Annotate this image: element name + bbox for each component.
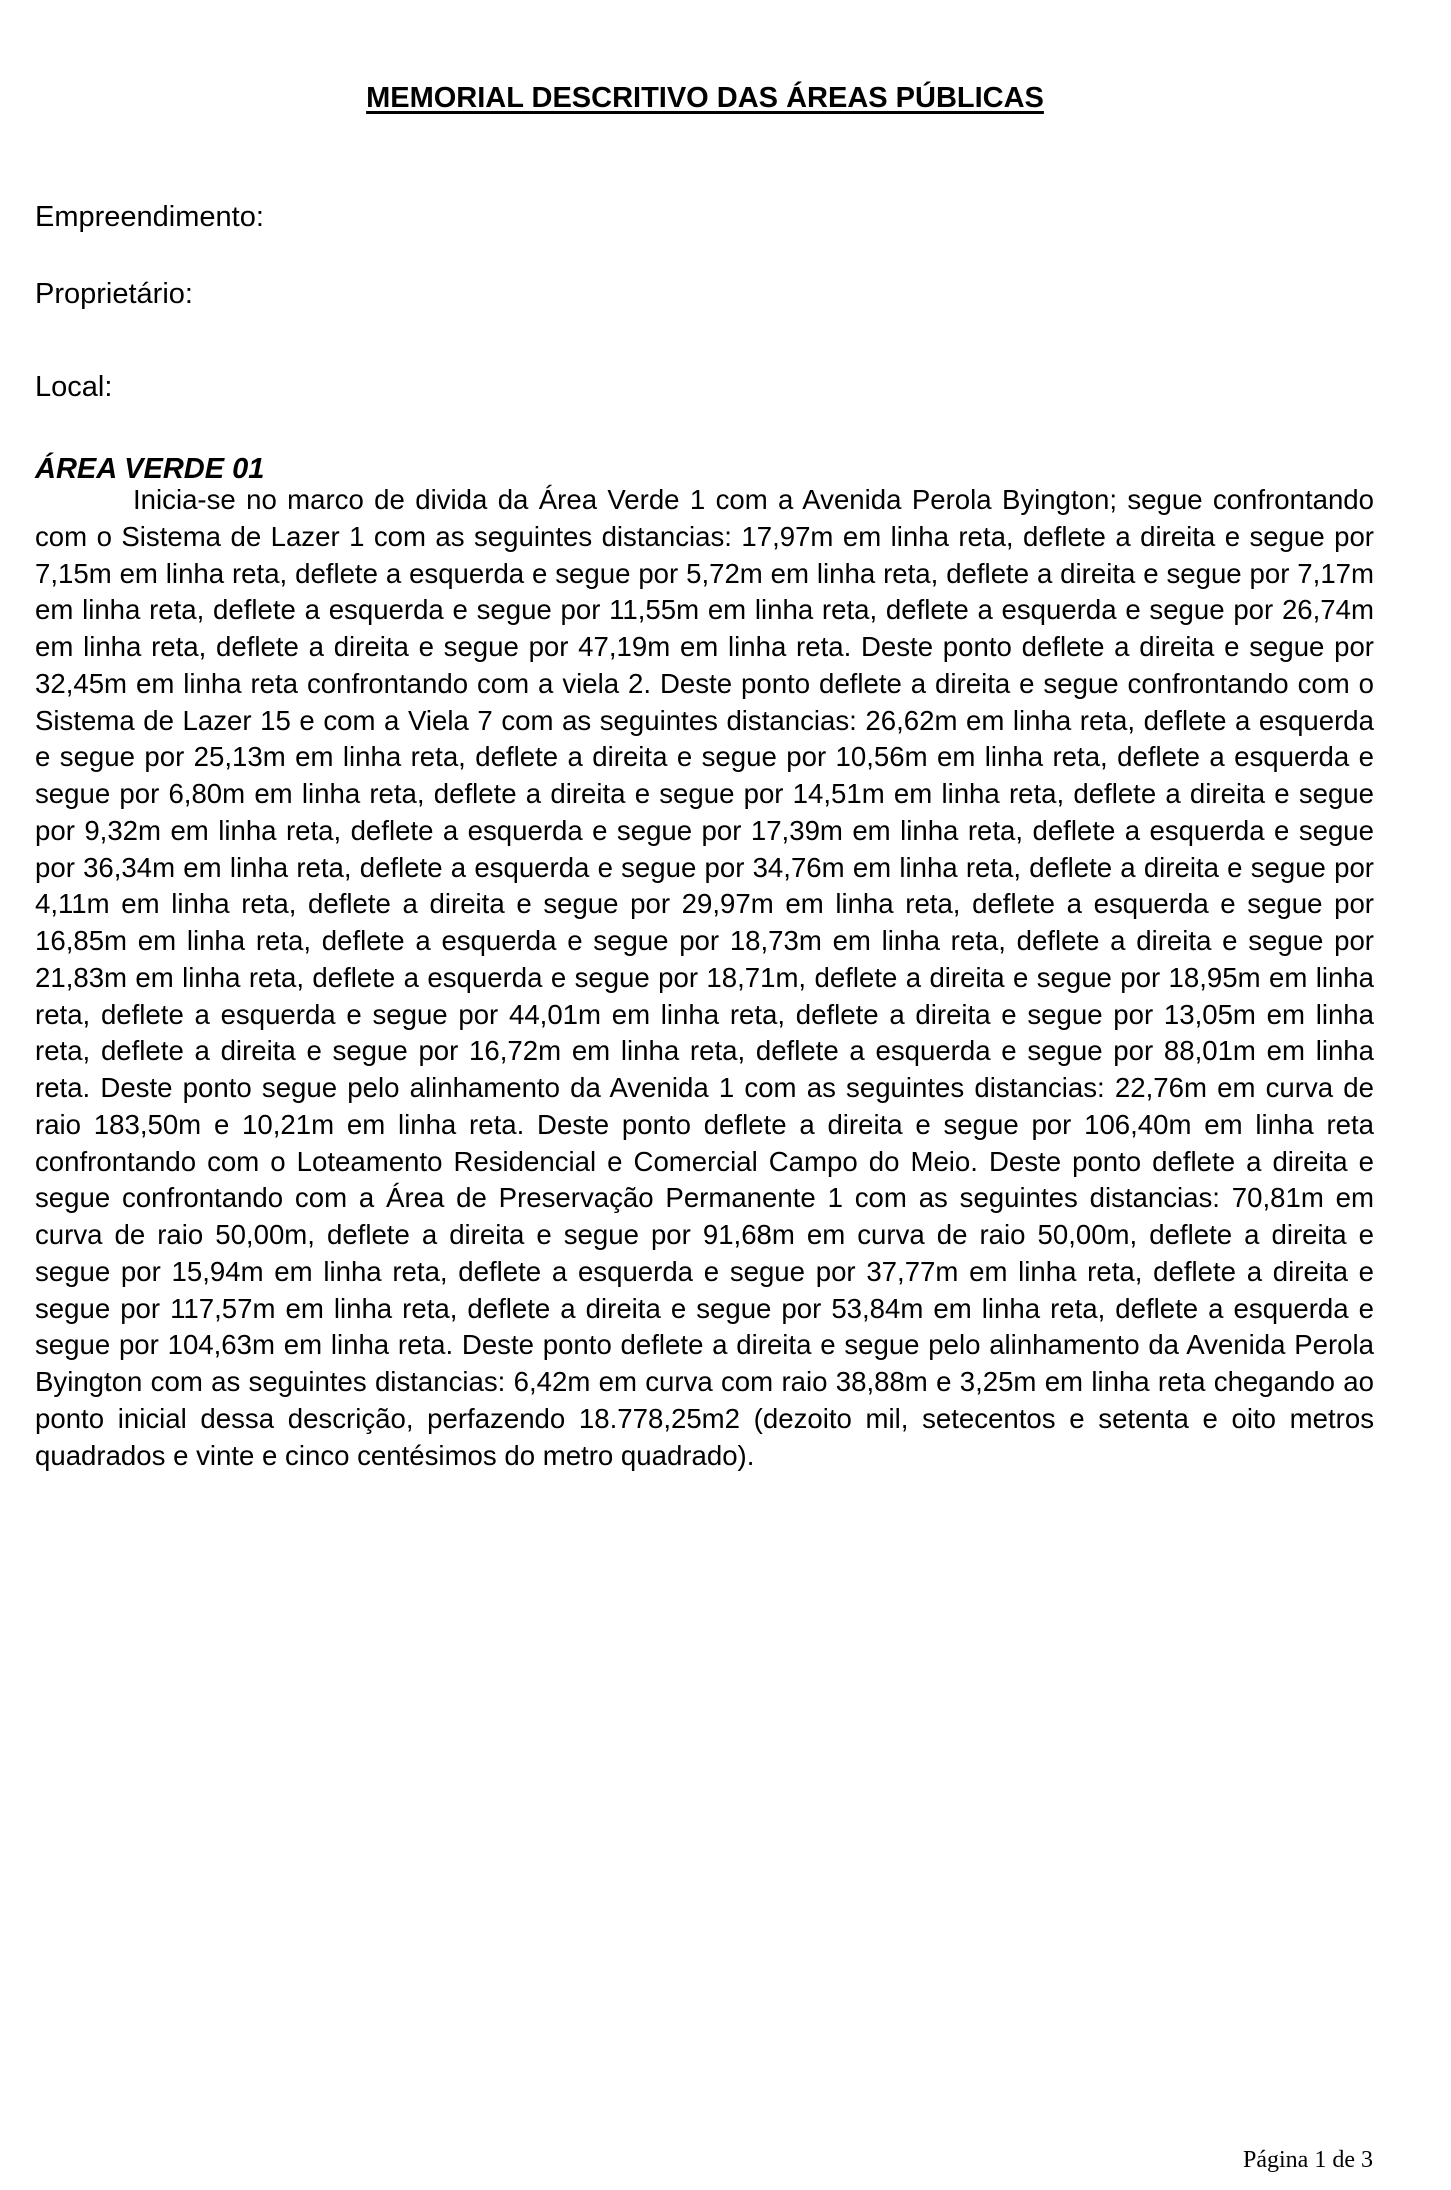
proprietario-label: Proprietário: [35,278,193,310]
section-heading-area-verde-01: ÁREA VERDE 01 [35,453,265,485]
section-body-area-verde-01: Inicia-se no marco de divida da Área Verde 1 com a Avenida Perola Byington; segue confrontando com o Sistema de Lazer 1 com as seguintes distancias: 17,97m em linha reta, deflete a direita e segue por 7,15m em linha reta, deflete a esquerda e segue por 5,72m em linha reta, deflete a direita e segue por 7,17m em linha reta, deflete a esquerda e segue por 11,55m em linha reta, deflete a esquerda e segue por 26,74m em linha reta, deflete a direita e segue por 47,19m em linha reta. Deste ponto deflete a direita e segue por 32,45m em linha reta confrontando com a viela 2. Deste ponto deflete a direita e segue confrontando com o Sistema de Lazer 15 e com a Viela 7 com as seguintes distancias: 26,62m em linha reta, deflete a esquerda e segue por 25,13m em linha reta, deflete a direita e segue por 10,56m em linha reta, deflete a esquerda e segue por 6,80m em linha reta, deflete a direita e segue por 14,51m em linha reta, deflete a direita e segue por 9,32m em linha reta, deflete a esquerda e segue por 17,39m em linha reta, deflete a esquerda e segue por 36,34m em linha reta, deflete a esquerda e segue por 34,76m em linha reta, deflete a direita e segue por 4,11m em linha reta, deflete a direita e segue por 29,97m em linha reta, deflete a esquerda e segue por 16,85m em linha reta, deflete a esquerda e segue por 18,73m em linha reta, deflete a direita e segue por 21,83m em linha reta, deflete a esquerda e segue por 18,71m, deflete a direita e segue por 18,95m em linha reta, deflete a esquerda e segue por 44,01m em linha reta, deflete a direita e segue por 13,05m em linha reta, deflete a direita e segue por 16,72m em linha reta, deflete a esquerda e segue por 88,01m em linha reta. Deste ponto segue pelo alinhamento da Avenida 1 com as seguintes distancias: 22,76m em curva de raio 183,50m e 10,21m em linha reta. Deste ponto deflete a direita e segue por 106,40m em linha reta confrontando com o Loteamento Residencial e Comercial Campo do Meio. Deste ponto deflete a direita e segue confrontando com a Área de Preservação Permanente 1 com as seguintes distancias: 70,81m em curva de raio 50,00m, deflete a direita e segue por 91,68m em curva de raio 50,00m, deflete a direita e segue por 15,94m em linha reta, deflete a esquerda e segue por 37,77m em linha reta, deflete a direita e segue por 117,57m em linha reta, deflete a direita e segue por 53,84m em linha reta, deflete a esquerda e segue por 104,63m em linha reta. Deste ponto deflete a direita e segue pelo alinhamento da Avenida Perola Byington com as seguintes distancias: 6,42m em curva com raio 38,88m e 3,25m em linha reta chegando ao ponto inicial dessa descrição, perfazendo 18.778,25m2 (dezoito mil, setecentos e setenta e oito metros quadrados e vinte e cinco centésimos do metro quadrado). [35,484,1374,1471]
local-label: Local: [35,371,113,403]
document-title: MEMORIAL DESCRITIVO DAS ÁREAS PÚBLICAS [366,82,1044,114]
empreendimento-label: Empreendimento: [35,201,264,233]
page-number: Página 1 de 3 [1243,2147,1373,2173]
